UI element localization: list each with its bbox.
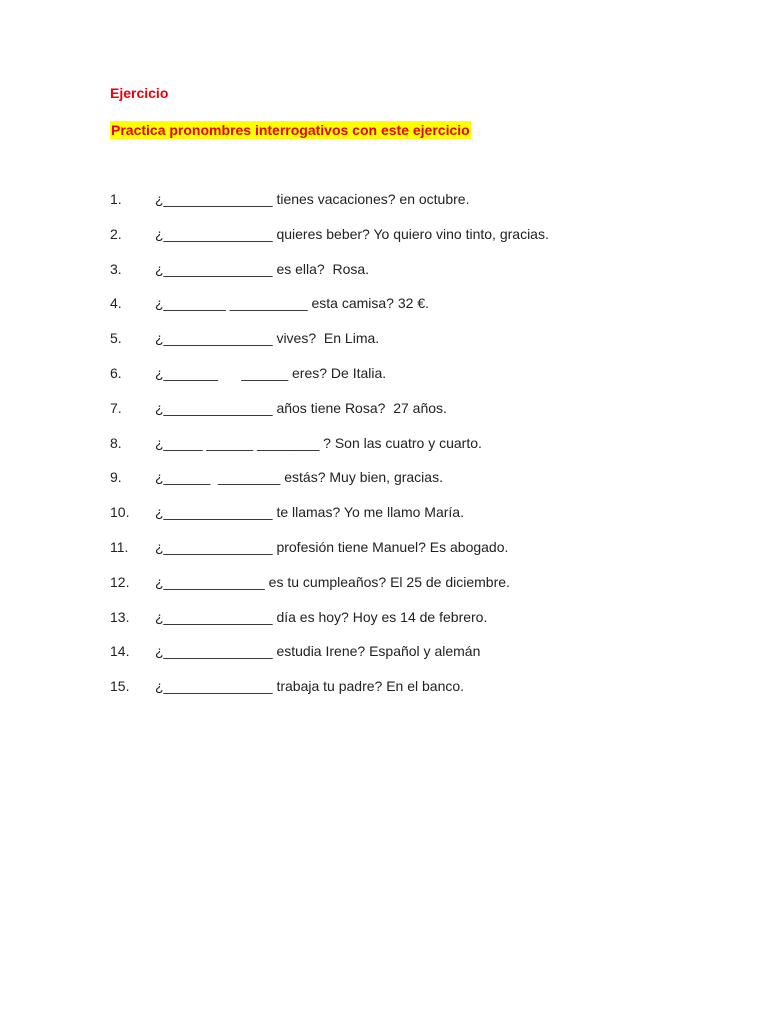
item-text: ¿______________ años tiene Rosa? 27 años. — [155, 399, 447, 416]
item-number: 3. — [110, 260, 122, 277]
item-number: 15. — [110, 678, 130, 695]
item-text: ¿______________ quieres beber? Yo quiero vino tinto, gracias. — [155, 225, 549, 242]
page-title: Ejercicio — [110, 85, 169, 101]
item-number: 6. — [110, 364, 122, 381]
item-text: ¿______________ tienes vacaciones? en octubre. — [155, 191, 470, 207]
item-text: ¿______ ________ estás? Muy bien, gracias. — [155, 469, 443, 486]
item-number: 11. — [110, 538, 129, 555]
item-text: ¿______________ día es hoy? Hoy es 14 de febrero. — [155, 608, 488, 625]
item-number: 5. — [110, 330, 122, 347]
item-text: ¿______________ te llamas? Yo me llamo María. — [155, 504, 464, 521]
item-number: 4. — [110, 295, 122, 312]
item-number: 8. — [110, 434, 122, 451]
item-number: 14. — [110, 643, 130, 660]
item-text: ¿________ __________ esta camisa? 32 €. — [155, 295, 429, 312]
item-text: ¿_____ ______ ________ ? Son las cuatro y cuarto. — [155, 434, 482, 451]
item-text: ¿_______ ______ eres? De Italia. — [155, 364, 387, 381]
exercise-instruction: Practica pronombres interrogativos con este ejercicio — [111, 122, 470, 138]
item-text: ¿______________ trabaja tu padre? En el banco. — [155, 678, 465, 695]
item-text: ¿______________ profesión tiene Manuel? Es abogado. — [155, 538, 509, 555]
item-text: ¿______________ es ella? Rosa. — [155, 260, 370, 277]
item-text: ¿______________ vives? En Lima. — [155, 330, 380, 347]
item-number: 7. — [110, 399, 122, 416]
item-number: 1. — [110, 191, 122, 207]
item-text: ¿_____________ es tu cumpleaños? El 25 de diciembre. — [155, 573, 510, 590]
item-number: 12. — [110, 573, 130, 590]
item-number: 2. — [110, 225, 122, 242]
item-number: 9. — [110, 469, 122, 486]
item-number: 13. — [110, 608, 130, 625]
item-number: 10. — [110, 504, 130, 521]
item-text: ¿______________ estudia Irene? Español y alemán — [155, 643, 481, 660]
